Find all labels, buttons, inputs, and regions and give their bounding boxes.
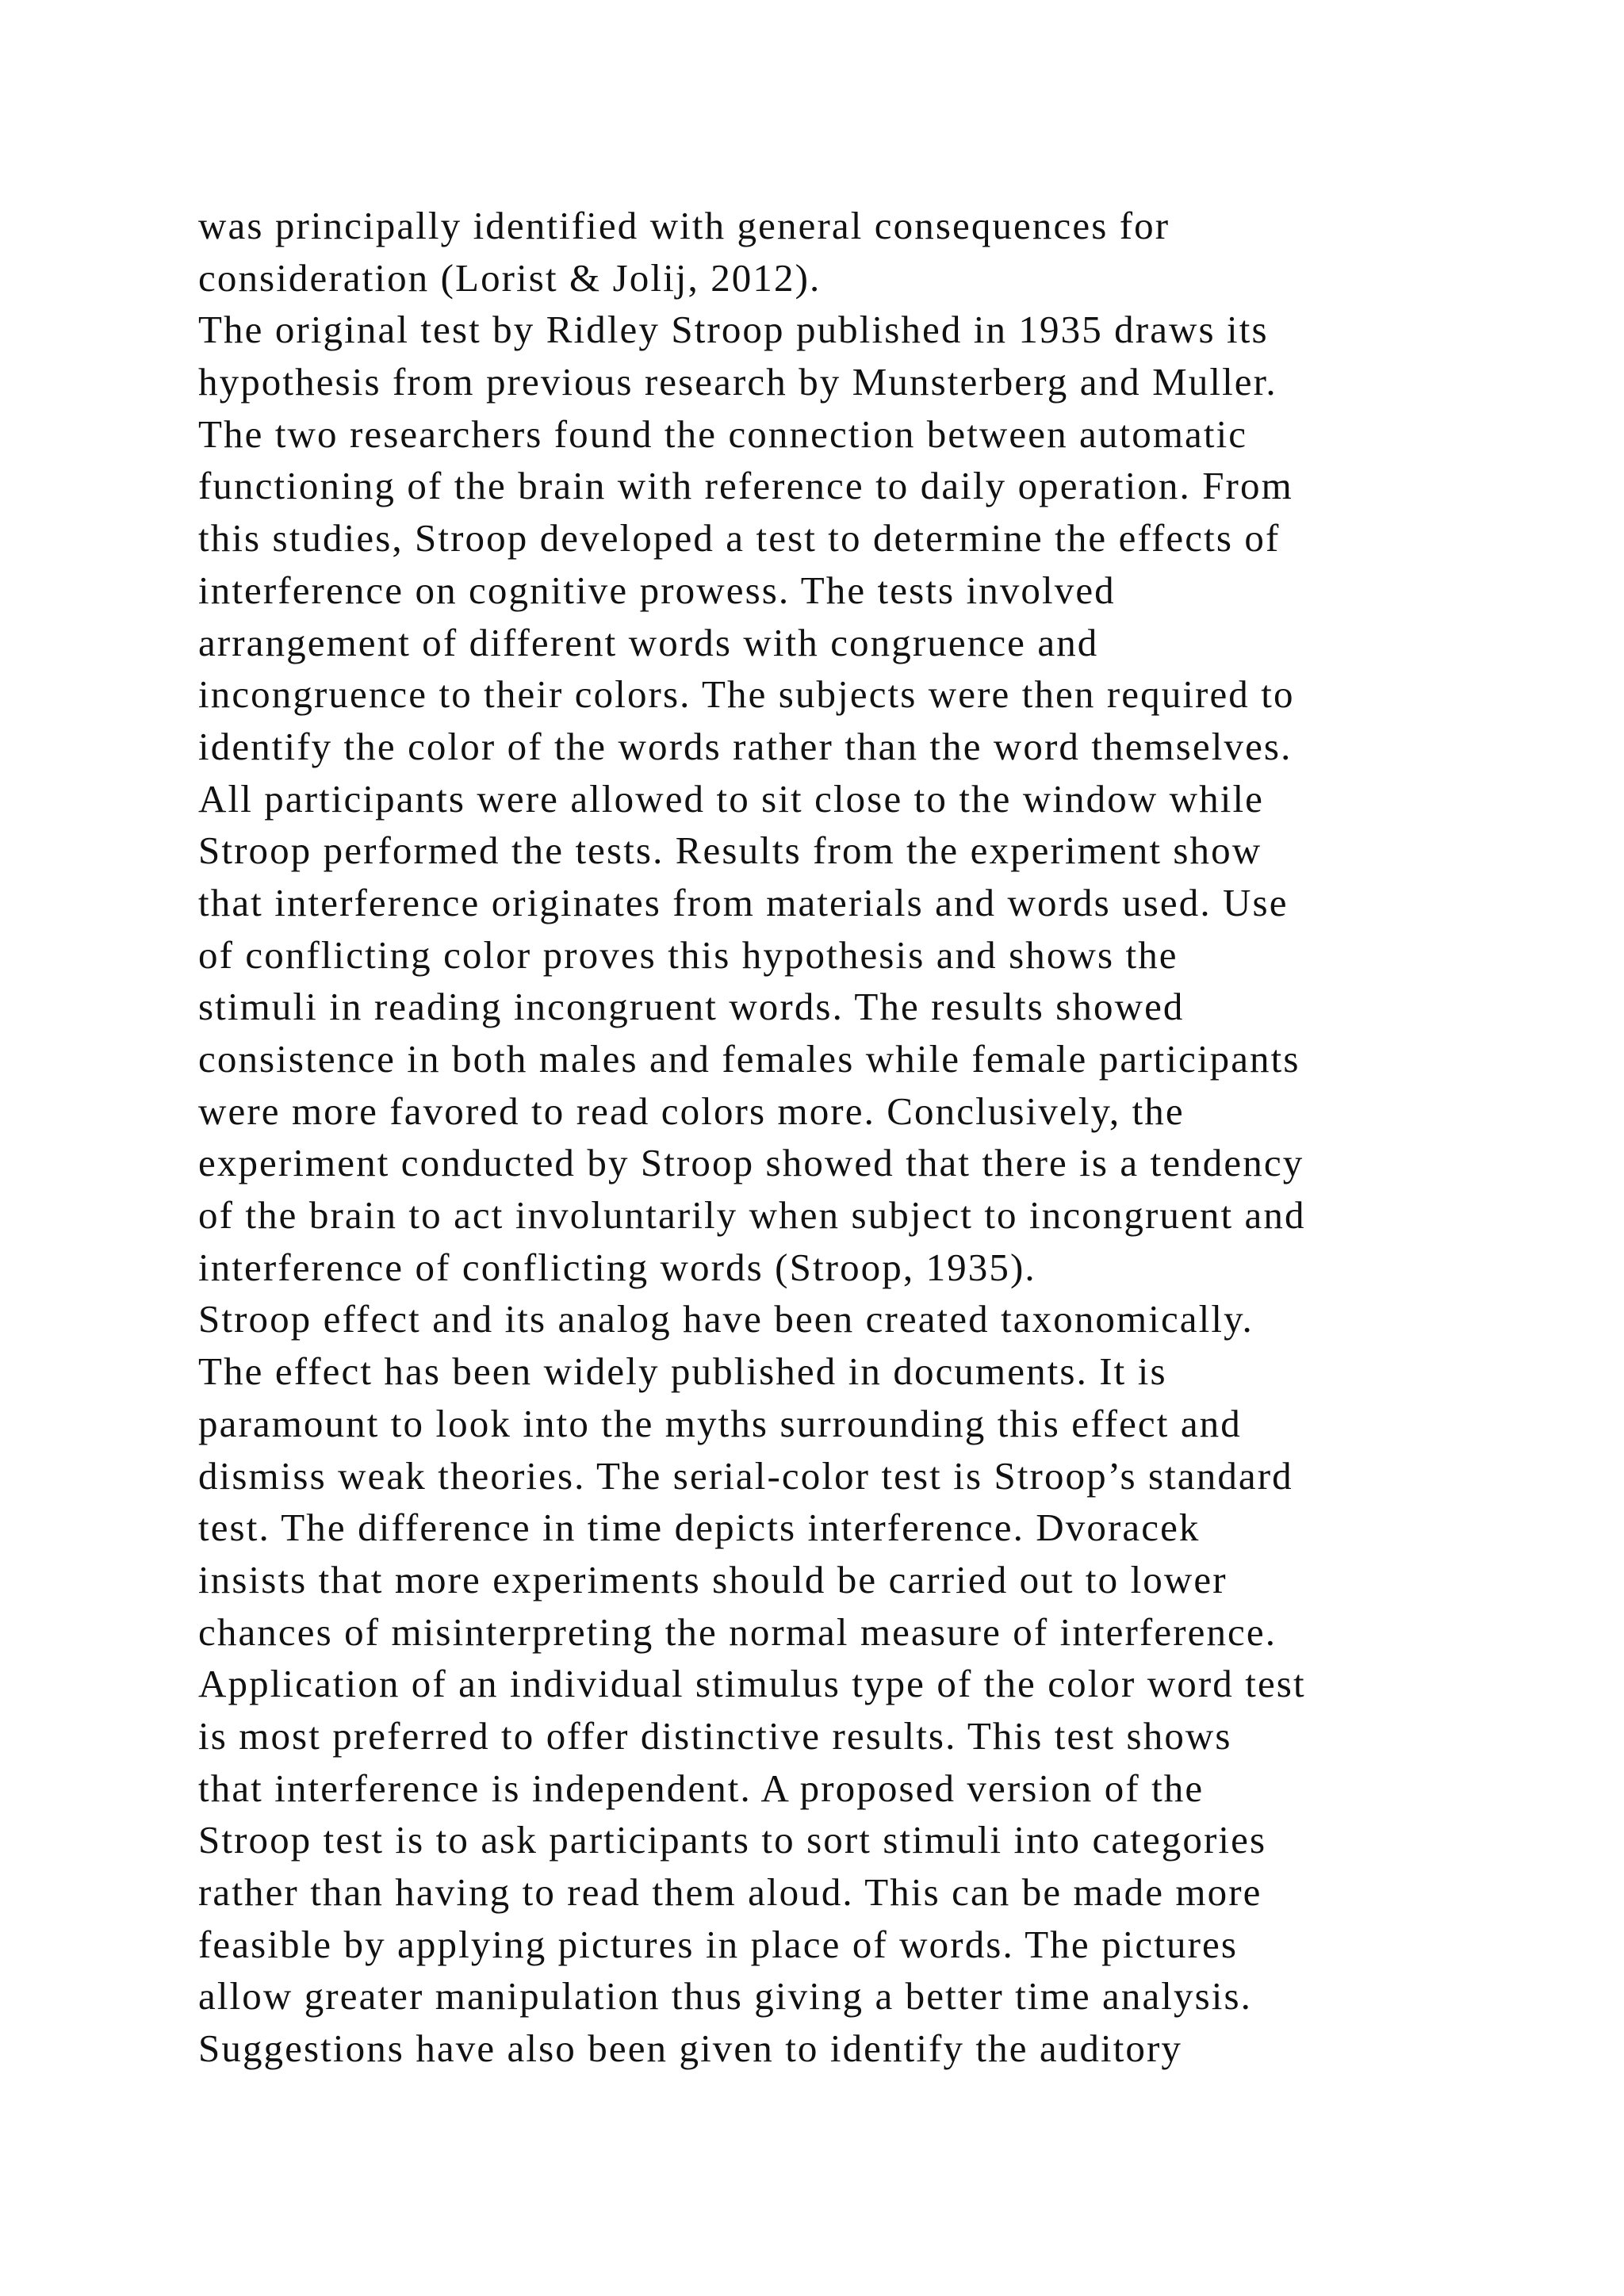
body-text [198,200,1435,2075]
text-line: The effect has been widely published in documents. It is [198,1349,1167,1394]
text-line: chances of misinterpreting the normal measure of interference. [198,1609,1277,1654]
text-line: stimuli in reading incongruent words. The results showed [198,985,1185,1029]
text-line: is most preferred to offer distinctive results. This test shows [198,1713,1232,1758]
text-line: of the brain to act involuntarily when subject to incongruent and [198,1193,1306,1238]
text-line: of conflicting color proves this hypothesis and shows the [198,932,1178,977]
text-line: dismiss weak theories. The serial-color test is Stroop’s standard [198,1453,1293,1498]
text-line: rather than having to read them aloud. This can be made more [198,1870,1262,1914]
text-line: arrangement of different words with congruence and [198,620,1099,664]
text-line: interference on cognitive prowess. The tests involved [198,568,1116,612]
text-line: Suggestions have also been given to identify the auditory [198,2026,1183,2071]
text-line: allow greater manipulation thus giving a better time analysis. [198,1974,1253,2019]
text-line: consistence in both males and females while female participants [198,1037,1300,1081]
text-line: that interference originates from materials and words used. Use [198,880,1289,924]
text-line: Application of an individual stimulus type of the color word test [198,1662,1306,1706]
text-line: was principally identified with general consequences for [198,204,1170,247]
text-line: The two researchers found the connection between automatic [198,411,1248,456]
text-line: consideration (Lorist & Jolij, 2012). [198,255,822,300]
text-line: incongruence to their colors. The subjects were then required to [198,672,1295,717]
text-line: insists that more experiments should be carried out to lower [198,1557,1228,1601]
text-line: identify the color of the words rather than the word themselves. [198,724,1293,768]
text-line: All participants were allowed to sit close to the window while [198,776,1265,821]
text-line: interference of conflicting words (Stroop, 1935). [198,1245,1036,1289]
text-line: experiment conducted by Stroop showed that there is a tendency [198,1141,1304,1185]
text-line: feasible by applying pictures in place of words. The pictures [198,1922,1239,1966]
text-line: hypothesis from previous research by Munsterberg and Muller. [198,360,1277,404]
text-line: Stroop test is to ask participants to sort stimuli into categories [198,1818,1267,1862]
text-line: functioning of the brain with reference to daily operation. From [198,464,1293,508]
text-line: Stroop performed the tests. Results from the experiment show [198,828,1262,873]
text-line: Stroop effect and its analog have been created taxonomically. [198,1297,1254,1341]
text-line: that interference is independent. A proposed version of the [198,1766,1205,1810]
text-line: The original test by Ridley Stroop published in 1935 draws its [198,308,1269,352]
text-line: paramount to look into the myths surrounding this effect and [198,1401,1242,1445]
text-line: were more favored to read colors more. Conclusively, the [198,1089,1185,1133]
text-line: test. The difference in time depicts interference. Dvoracek [198,1506,1201,1550]
text-line: this studies, Stroop developed a test to determine the effects of [198,516,1281,561]
